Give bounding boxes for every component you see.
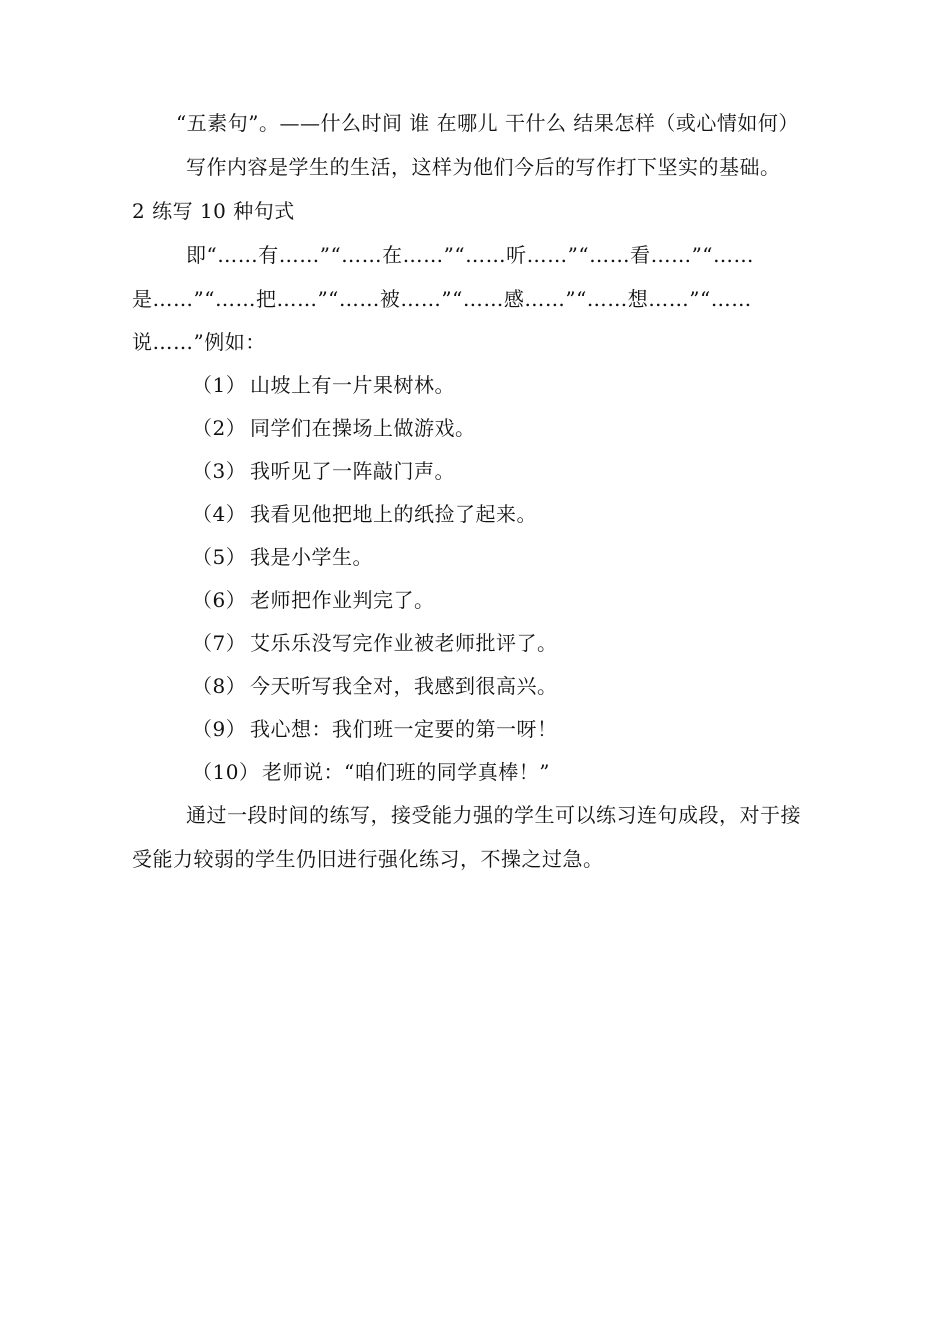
list-item-number: （9）: [192, 717, 247, 741]
list-item: [192, 760, 550, 784]
list-item-text: 我看见他把地上的纸捡了起来。: [250, 502, 537, 526]
closing-line-2: 受能力较弱的学生仍旧进行强化练习，不操之过急。: [132, 847, 604, 871]
list-item: [192, 416, 476, 440]
list-item-text: 我听见了一阵敲门声。: [250, 459, 455, 483]
list-item-text: 我心想：我们班一定要的第一呀！: [250, 717, 558, 741]
list-item-number: （10）: [192, 760, 260, 784]
list-item-number: （1）: [192, 373, 247, 397]
list-item: [192, 545, 373, 569]
list-item-text: 我是小学生。: [250, 545, 373, 569]
list-item: [192, 674, 558, 698]
list-item-number: （4）: [192, 502, 247, 526]
list-item-number: （5）: [192, 545, 247, 569]
list-item: [192, 588, 435, 612]
closing-line-1: 通过一段时间的练写，接受能力强的学生可以练习连句成段，对于接: [186, 803, 801, 827]
paragraph-writing-content: 写作内容是学生的生活，这样为他们今后的写作打下坚实的基础。: [186, 155, 781, 179]
list-item: [192, 502, 537, 526]
list-item-text: 今天听写我全对，我感到很高兴。: [250, 674, 558, 698]
list-item-number: （2）: [192, 416, 247, 440]
list-item-number: （8）: [192, 674, 247, 698]
list-item: [192, 459, 455, 483]
pattern-line-3: 说……”例如：: [132, 330, 266, 354]
list-item-text: 艾乐乐没写完作业被老师批评了。: [250, 631, 558, 655]
list-item-text: 山坡上有一片果树林。: [250, 373, 455, 397]
list-item: [192, 373, 455, 397]
list-item: [192, 717, 558, 741]
pattern-line-1: 即“……有……”“……在……”“……听……”“……看……”“……: [186, 243, 755, 267]
list-item-text: 同学们在操场上做游戏。: [250, 416, 476, 440]
pattern-line-2: 是……”“……把……”“……被……”“……感……”“……想……”“……: [132, 287, 752, 311]
list-item-number: （3）: [192, 459, 247, 483]
paragraph-five-elements: “五素句”。——什么时间 谁 在哪儿 干什么 结果怎样（或心情如何）: [176, 111, 799, 135]
section-heading: 2 练写 10 种句式: [132, 199, 295, 223]
list-item-text: 老师说：“咱们班的同学真棒！”: [262, 760, 550, 784]
list-item: [192, 631, 558, 655]
list-item-text: 老师把作业判完了。: [250, 588, 435, 612]
list-item-number: （6）: [192, 588, 247, 612]
list-item-number: （7）: [192, 631, 247, 655]
